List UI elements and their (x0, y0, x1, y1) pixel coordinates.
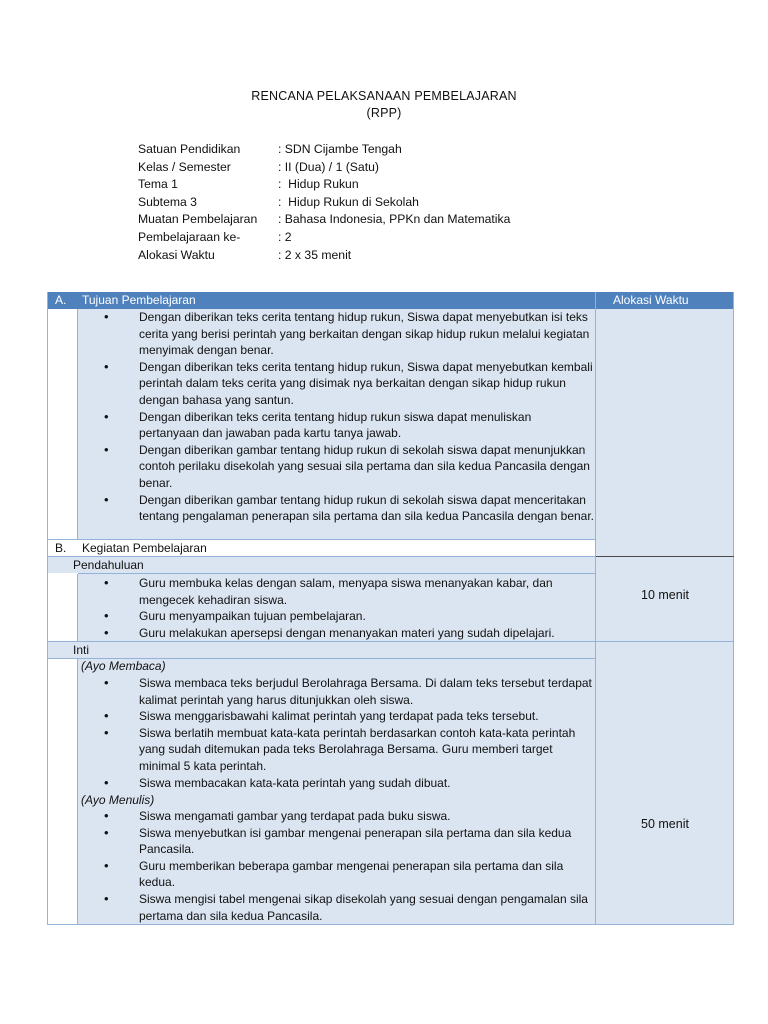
info-key: Subtema 3 (138, 194, 197, 209)
pendahuluan-list (94, 575, 594, 641)
info-key: Muatan Pembelajaran (138, 212, 258, 227)
info-row (138, 194, 510, 212)
info-key: Kelas / Semester (138, 159, 231, 174)
list-item: • Siswa mengamati gambar yang terdapat pada buku siswa. (94, 808, 594, 825)
info-value: : 2 (278, 229, 292, 244)
info-value: : 2 x 35 menit (278, 247, 352, 262)
tujuan-time-cell (596, 309, 734, 556)
ayo-membaca-label: (Ayo Membaca) (81, 659, 166, 673)
info-key: Alokasi Waktu (138, 247, 215, 262)
list-item: • Dengan diberikan gambar tentang hidup rukun di sekolah siswa dapat menceritakan tentang pengalaman penerapan sila pertama dan sila kedua Pancasila dengan benar. (94, 492, 594, 525)
list-item: • Dengan diberikan teks cerita tentang hidup rukun siswa dapat menuliskan pertanyaan dan jawaban pada kartu tanya jawab. (94, 409, 594, 442)
inti-time: 50 menit (641, 817, 689, 831)
table-border-left (47, 292, 48, 925)
pendahuluan-title: Pendahuluan (73, 558, 144, 572)
pendahuluan-time: 10 menit (641, 588, 689, 602)
section-a-letter: A. (55, 293, 67, 307)
info-value: : Hidup Rukun di Sekolah (278, 194, 419, 209)
list-item: • Siswa membacakan kata-kata perintah yang sudah dibuat. (94, 775, 594, 792)
list-item: • Siswa menyebutkan isi gambar mengenai penerapan sila pertama dan sila kedua Pancasila. (94, 825, 594, 858)
identity-block (138, 141, 510, 264)
indent-divider (77, 309, 78, 539)
alokasi-header: Alokasi Waktu (613, 293, 689, 307)
menulis-list (94, 808, 594, 924)
list-item: • Dengan diberikan teks cerita tentang hidup rukun, Siswa dapat menyebutkan isi teks cerita yang berisi perintah yang berkaitan dengan sikap hidup rukun melalui kegiatan menyimak dengan benar. (94, 309, 594, 359)
info-row (138, 211, 510, 229)
row-divider (47, 539, 596, 540)
list-item: • Guru melakukan apersepsi dengan menanyakan materi yang sudah dipelajari. (94, 625, 594, 642)
info-key: Satuan Pendidikan (138, 142, 241, 156)
document-subtitle: (RPP) (366, 106, 402, 120)
info-row (138, 176, 510, 194)
indent-divider (77, 659, 78, 925)
info-value: : Hidup Rukun (278, 177, 359, 192)
list-item: • Guru membuka kelas dengan salam, menyapa siswa menanyakan kabar, dan mengecek kehadiran siswa. (94, 575, 594, 608)
list-item: • Guru menyampaikan tujuan pembelajaran. (94, 608, 594, 625)
inti-title: Inti (73, 643, 90, 657)
section-b-letter: B. (55, 541, 67, 555)
membaca-list (94, 675, 594, 791)
inti-row (47, 642, 595, 659)
document-title: RENCANA PELAKSANAAN PEMBELAJARAN (251, 89, 517, 103)
indent-divider (77, 574, 78, 641)
list-item: • Siswa menggarisbawahi kalimat perintah yang terdapat pada teks tersebut. (94, 708, 594, 725)
ayo-menulis-label: (Ayo Menulis) (81, 793, 155, 807)
info-value: : SDN Cijambe Tengah (278, 142, 402, 156)
list-item: • Siswa berlatih membuat kata-kata perintah berdasarkan contoh kata-kata perintah yang sudah ditemukan pada teks Berolahraga Bersama. Guru memberi target minimal 5 kata perintah. (94, 725, 594, 775)
row-divider (47, 556, 596, 557)
info-row (138, 141, 510, 159)
info-row (138, 247, 510, 265)
row-divider (596, 556, 734, 557)
list-item: • Dengan diberikan gambar tentang hidup rukun di sekolah siswa dapat menunjukkan contoh perilaku disekolah yang sesuai sila pertama dan sila kedua Pancasila dengan benar. (94, 442, 594, 492)
list-item: • Dengan diberikan teks cerita tentang hidup rukun, Siswa dapat menyebutkan kembali perintah dalam teks cerita yang disimak nya berkaitan dengan sikap hidup rukun dengan bahasa yang santun. (94, 359, 594, 409)
tujuan-list (94, 309, 594, 525)
list-item: • Guru memberikan beberapa gambar mengenai penerapan sila pertama dan sila kedua. (94, 858, 594, 891)
info-key: Pembelajaraan ke- (138, 229, 241, 244)
row-divider (78, 573, 596, 574)
section-b-title: Kegiatan Pembelajaran (82, 541, 207, 555)
table-header (47, 292, 734, 309)
info-row (138, 229, 510, 247)
info-key: Tema 1 (138, 177, 178, 192)
info-row (138, 159, 510, 177)
inti-time-cell (596, 642, 734, 925)
list-item: • Siswa membaca teks berjudul Berolahraga Bersama. Di dalam teks tersebut terdapat kalimat perintah yang harus ditunjukkan oleh siswa. (94, 675, 594, 708)
list-item: • Siswa mengisi tabel mengenai sikap disekolah yang sesuai dengan pengamalan sila pertama dan sila kedua Pancasila. (94, 891, 594, 924)
info-value: : II (Dua) / 1 (Satu) (278, 159, 379, 174)
lesson-plan-table (47, 292, 734, 925)
info-value: : Bahasa Indonesia, PPKn dan Matematika (278, 212, 511, 227)
section-a-title: Tujuan Pembelajaran (82, 293, 196, 307)
